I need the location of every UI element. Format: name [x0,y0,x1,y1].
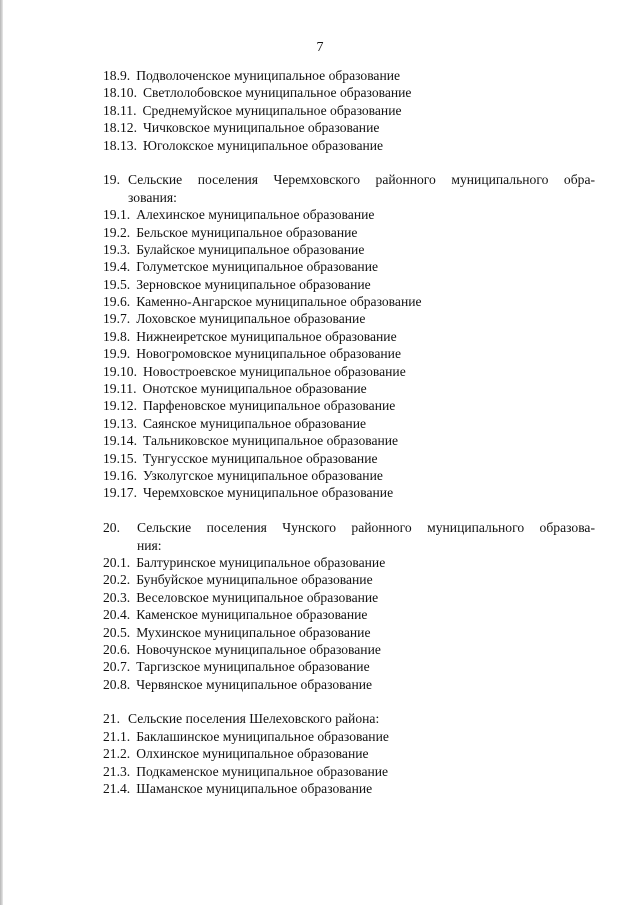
section-18-item-number: 18.10. [103,85,137,101]
section-19-item-text: Лоховское муниципальное образование [136,311,366,327]
section-21-item-number: 21.3. [103,763,131,779]
section-19-item [103,258,595,275]
section-20-item [103,606,595,623]
section-20-number: 20. [103,520,120,536]
section-19-item-text: Бельское муниципальное образование [136,224,358,240]
section-20-heading [103,519,595,536]
section-21-list [103,728,595,798]
section-19-item-number: 19.4. [103,259,131,275]
section-20-item-number: 20.2. [103,572,131,588]
section-21-item [103,763,595,780]
section-19-item-text: Голуметское муниципальное образование [136,259,379,275]
section-19-item-number: 19.16. [103,467,137,483]
section-21-item-number: 21.4. [103,781,131,797]
document-body [103,67,595,797]
section-19-item-text: Булайское муниципальное образование [136,241,365,257]
section-19-item-text: Онотское муниципальное образование [142,381,367,397]
section-20-item-number: 20.3. [103,589,131,605]
section-20-item-number: 20.6. [103,641,131,657]
section-18-item-text: Светлолобовское муниципальное образование [142,85,412,101]
section-20-item [103,554,595,571]
section-20-item-text: Таргизское муниципальное образование [136,659,370,675]
section-19-item-text: Парфеновское муниципальное образование [142,398,396,414]
section-20-item-number: 20.7. [103,659,131,675]
section-19-item-number: 19.11. [103,381,137,397]
section-19-item-number: 19.15. [103,450,137,466]
section-21-item-text: Подкаменское муниципальное образование [136,763,389,779]
section-19-item [103,293,595,310]
section-19-item-text: Тальниковское муниципальное образование [142,433,399,449]
section-19-heading [103,171,595,188]
section-19-item [103,397,595,414]
section-19-item [103,328,595,345]
section-20-item-number: 20.1. [103,554,131,570]
section-19-number: 19. [103,172,120,188]
section-20-item [103,589,595,606]
section-21-number: 21. [103,711,120,727]
section-19-item-number: 19.9. [103,346,131,362]
section-20-item [103,658,595,675]
page-number: 7 [316,40,324,55]
section-21-heading [103,710,595,727]
section-18-item [103,102,595,119]
section-20-item [103,571,595,588]
section-20-item [103,641,595,658]
section-19-heading-line1: Сельские поселения Черемховского районного муниципального обра- [128,172,595,188]
section-19-item-text: Саянское муниципальное образование [142,415,367,431]
section-19-list [103,206,595,502]
section-19-item-text: Тунгусское муниципальное образование [142,450,378,466]
section-20-item-text: Новочунское муниципальное образование [136,641,381,657]
section-19-item-text: Каменно-Ангарское муниципальное образование [136,294,422,310]
section-19-item-text: Узколугское муниципальное образование [142,467,383,483]
section-19-item [103,363,595,380]
section-19-item-number: 19.10. [103,363,137,379]
section-19-item [103,206,595,223]
section-19-item [103,467,595,484]
section-18-item-text: Подволоченское муниципальное образование [136,68,401,83]
section-19-item-number: 19.8. [103,328,131,344]
section-21-item [103,728,595,745]
section-18-item-text: Среднемуйское муниципальное образование [142,102,402,118]
section-19-item-number: 19.12. [103,398,137,414]
section-20-heading-line2: ния: [137,537,162,553]
section-19-item [103,432,595,449]
section-20-heading-line1: Сельские поселения Чунского районного муниципального образова- [137,520,595,536]
section-19-heading-line2: зования: [128,189,177,205]
section-21-item-text: Баклашинское муниципальное образование [136,728,389,744]
section-gap [103,693,595,710]
section-20-item-text: Каменское муниципальное образование [136,607,368,623]
section-19-item-number: 19.7. [103,311,131,327]
section-20-item-text: Веселовское муниципальное образование [136,589,379,605]
section-19-item-text: Новогромовское муниципальное образование [136,346,401,362]
section-19-item [103,415,595,432]
scan-edge [0,0,3,905]
section-19-item [103,224,595,241]
section-gap [103,502,595,519]
section-19-item-text: Черемховское муниципальное образование [142,485,394,501]
section-19-item-number: 19.1. [103,207,131,223]
section-19-item [103,345,595,362]
section-20-item-number: 20.8. [103,676,131,692]
section-20-item [103,624,595,641]
section-21-item-number: 21.1. [103,728,131,744]
section-19-item-number: 19.2. [103,224,131,240]
section-19-item-number: 19.14. [103,433,137,449]
section-19-item-text: Нижнеиретское муниципальное образование [136,328,397,344]
section-18-item-text: Юголокское муниципальное образование [142,137,384,153]
section-21-item [103,745,595,762]
section-19-item-number: 19.3. [103,241,131,257]
section-20-item-number: 20.4. [103,607,131,623]
section-21-item-text: Олхинское муниципальное образование [136,746,369,762]
section-19-item [103,380,595,397]
section-19-item-number: 19.17. [103,485,137,501]
section-19-item [103,484,595,501]
section-19-item-number: 19.6. [103,294,131,310]
section-18-item [103,119,595,136]
section-18-list [103,67,595,154]
section-18-item-text: Чичковское муниципальное образование [142,120,380,136]
section-18-item-number: 18.12. [103,120,137,136]
section-19-item [103,241,595,258]
section-21-item-number: 21.2. [103,746,131,762]
section-18-item-number: 18.13. [103,137,137,153]
section-18-item-number: 18.11. [103,102,137,118]
section-19-item-text: Новостроевское муниципальное образование [142,363,406,379]
section-18-item [103,67,595,84]
section-20-item-text: Балтуринское муниципальное образование [136,554,386,570]
section-20-list [103,554,595,693]
section-19-item [103,310,595,327]
section-19-item [103,450,595,467]
section-19-item [103,276,595,293]
section-gap [103,154,595,171]
section-18-item-number: 18.9. [103,68,131,83]
section-19-item-number: 19.13. [103,415,137,431]
section-21-item [103,780,595,797]
section-21-item-text: Шаманское муниципальное образование [136,781,373,797]
section-20-item-text: Мухинское муниципальное образование [136,624,371,640]
section-18-item [103,137,595,154]
section-20-item-number: 20.5. [103,624,131,640]
section-20-item-text: Бунбуйское муниципальное образование [136,572,373,588]
section-18-item [103,84,595,101]
section-20-item [103,676,595,693]
section-19-item-text: Алехинское муниципальное образование [136,207,375,223]
section-19-item-number: 19.5. [103,276,131,292]
section-19-item-text: Зерновское муниципальное образование [136,276,371,292]
section-20-item-text: Червянское муниципальное образование [136,676,373,692]
section-21-heading-text: Сельские поселения Шелеховского района: [128,711,380,727]
